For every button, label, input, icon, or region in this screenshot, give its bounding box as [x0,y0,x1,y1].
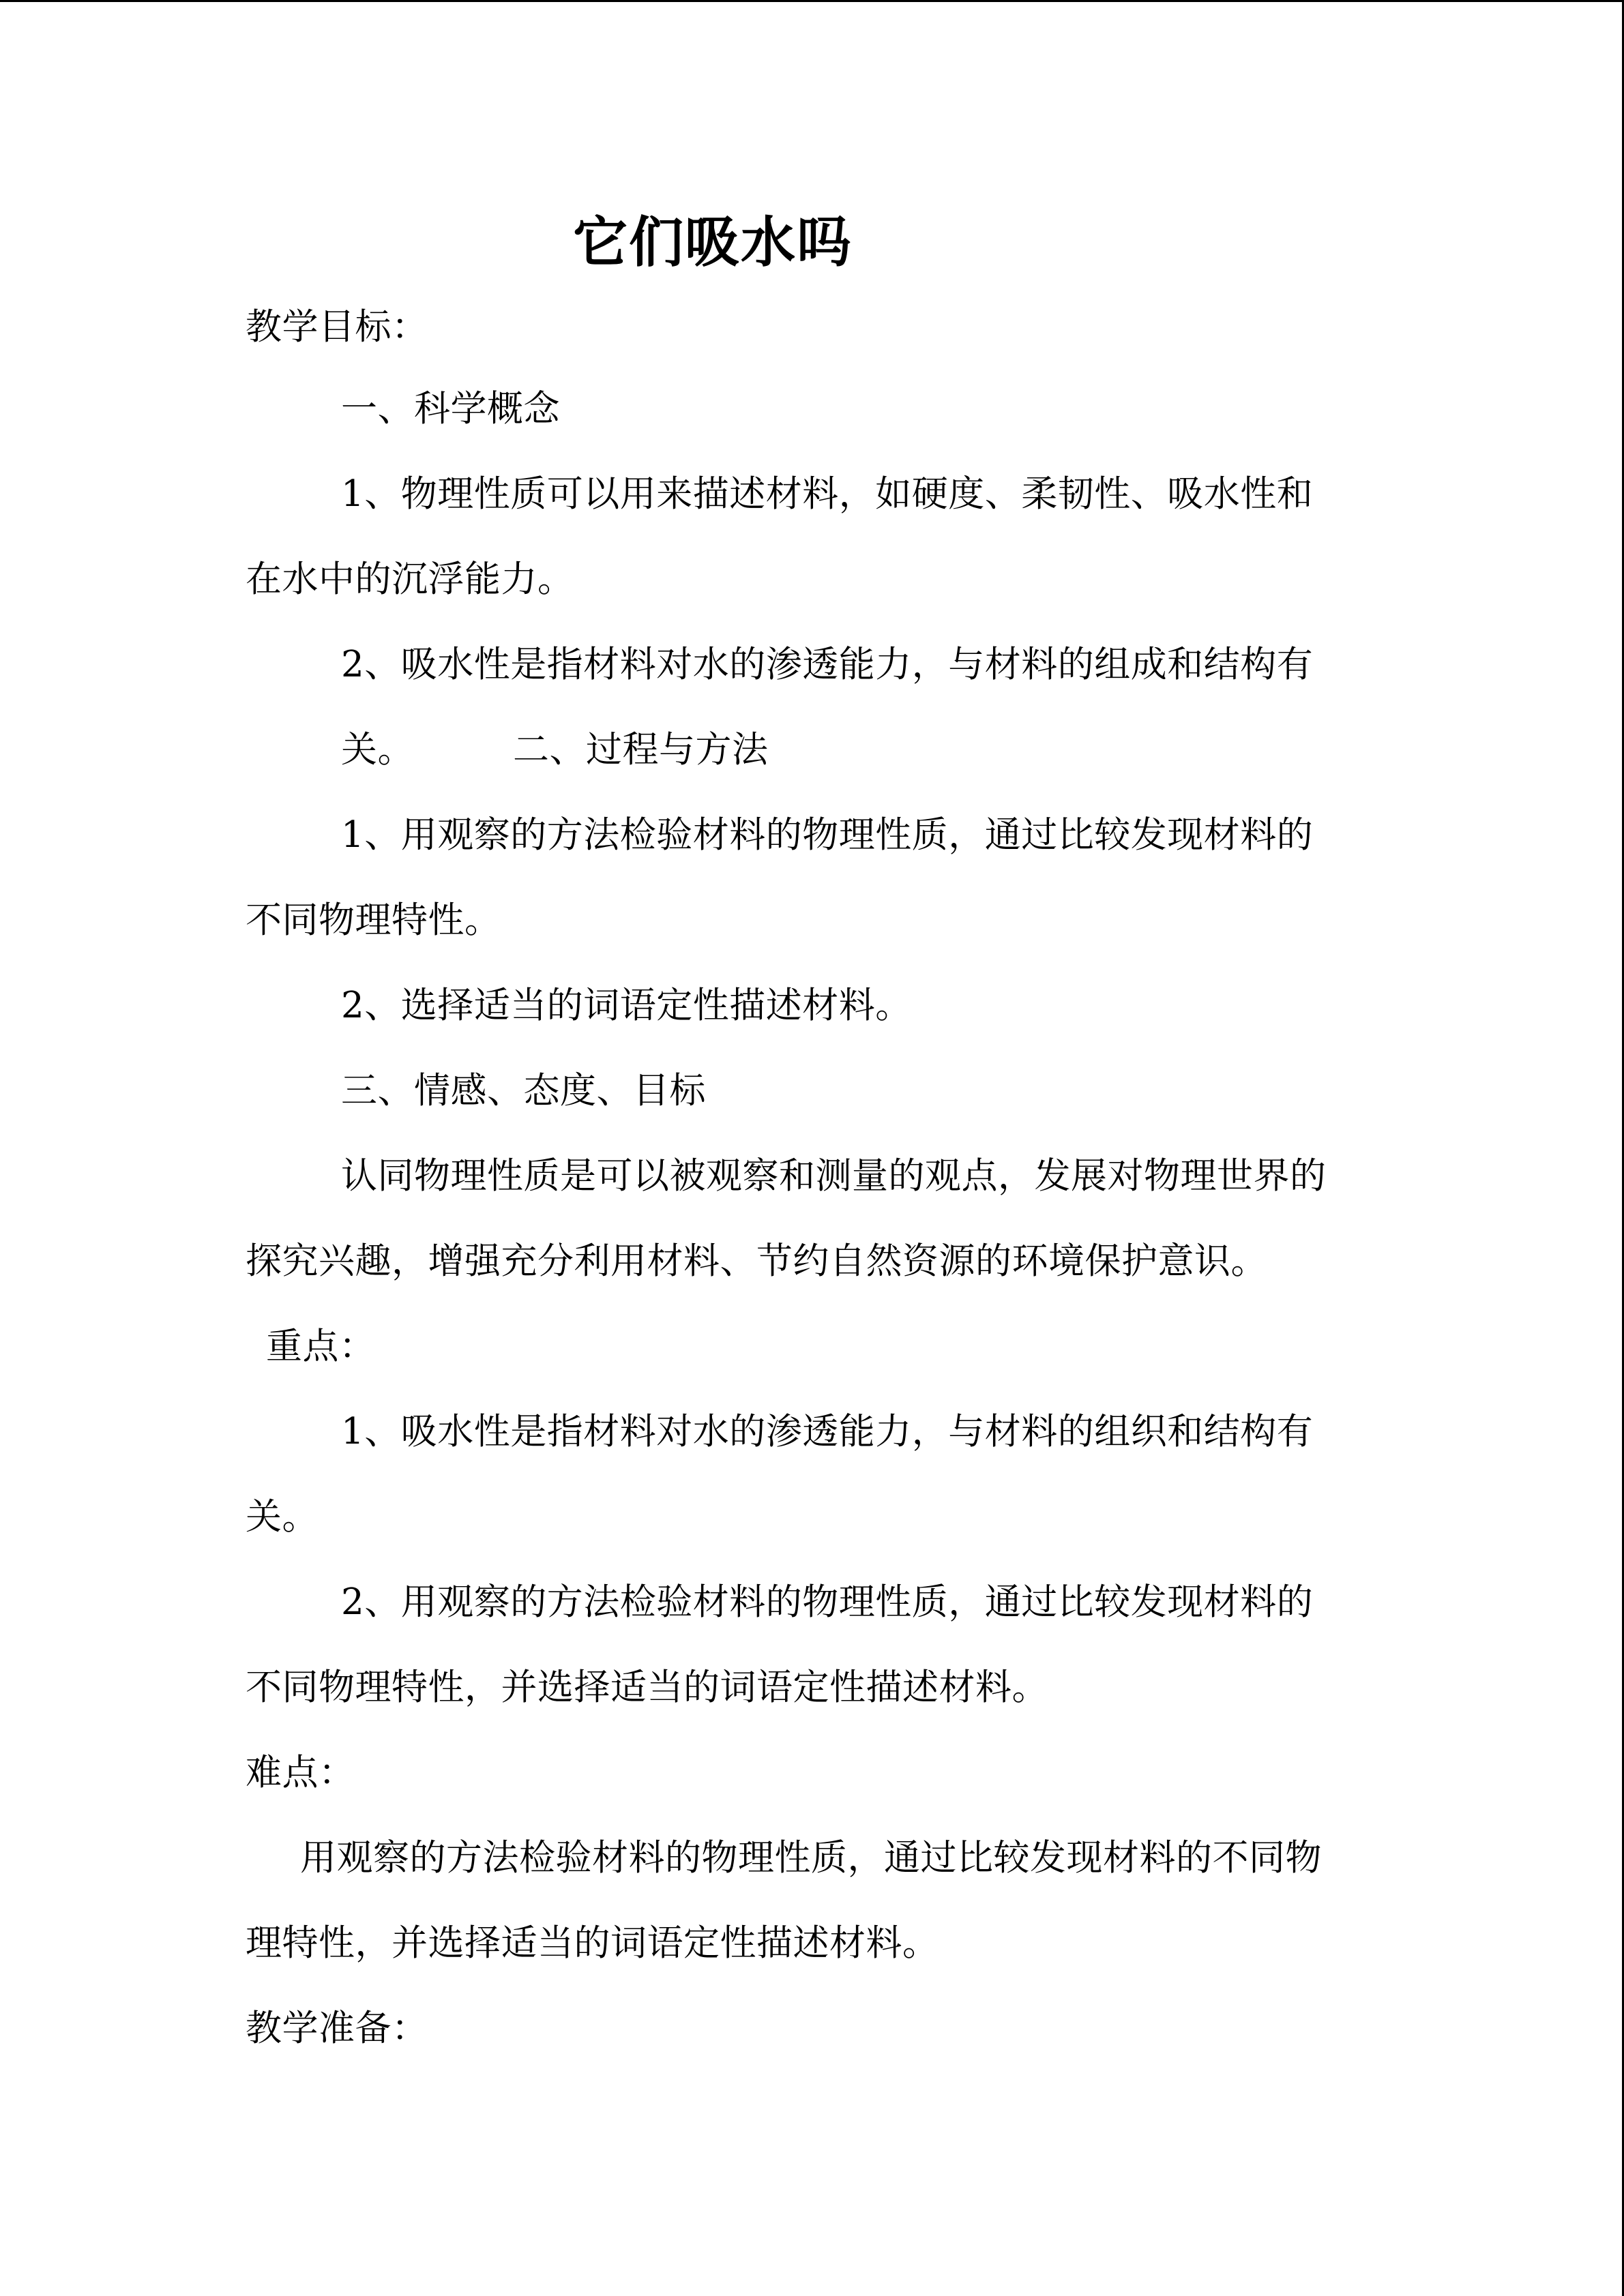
paragraph-line: 探究兴趣，增强充分利用材料、节约自然资源的环境保护意识。 [246,1240,1267,1282]
subheading-emotion-attitude-goals: 三、情感、态度、目标 [341,1070,706,1112]
paragraph-line: 理特性，并选择适当的词语定性描述材料。 [246,1922,939,1964]
paragraph-line: 认同物理性质是可以被观察和测量的观点，发展对物理世界的 [341,1155,1327,1197]
section-heading-key-points: 重点： [266,1326,376,1367]
paragraph-line: 不同物理特性。 [246,899,501,941]
paragraph-line: 1、物理性质可以用来描述材料，如硬度、柔韧性、吸水性和 [341,473,1314,515]
paragraph-line: 关。 [246,1496,319,1538]
paragraph-line: 不同物理特性，并选择适当的词语定性描述材料。 [246,1667,1048,1708]
paragraph-line: 用观察的方法检验材料的物理性质，通过比较发现材料的不同物 [300,1837,1322,1879]
paragraph-line: 2、用观察的方法检验材料的物理性质，通过比较发现材料的 [341,1581,1314,1623]
paragraph-line: 2、选择适当的词语定性描述材料。 [341,985,912,1026]
section-heading-difficulties: 难点： [246,1752,355,1793]
section-heading-teaching-goals: 教学目标： [246,306,428,348]
subheading-process-and-methods: 二、过程与方法 [513,729,769,771]
document-title: 它们吸水吗 [573,210,853,274]
paragraph-line: 在水中的沉浮能力。 [246,558,574,600]
section-heading-teaching-preparation: 教学准备： [246,2008,428,2049]
subheading-science-concepts: 一、科学概念 [341,388,560,430]
paragraph-line: 1、吸水性是指材料对水的渗透能力，与材料的组织和结构有 [341,1411,1314,1452]
paragraph-line: 1、用观察的方法检验材料的物理性质，通过比较发现材料的 [341,814,1314,856]
paragraph-line: 关。 [341,729,414,771]
paragraph-line: 2、吸水性是指材料对水的渗透能力，与材料的组成和结构有 [341,644,1314,685]
